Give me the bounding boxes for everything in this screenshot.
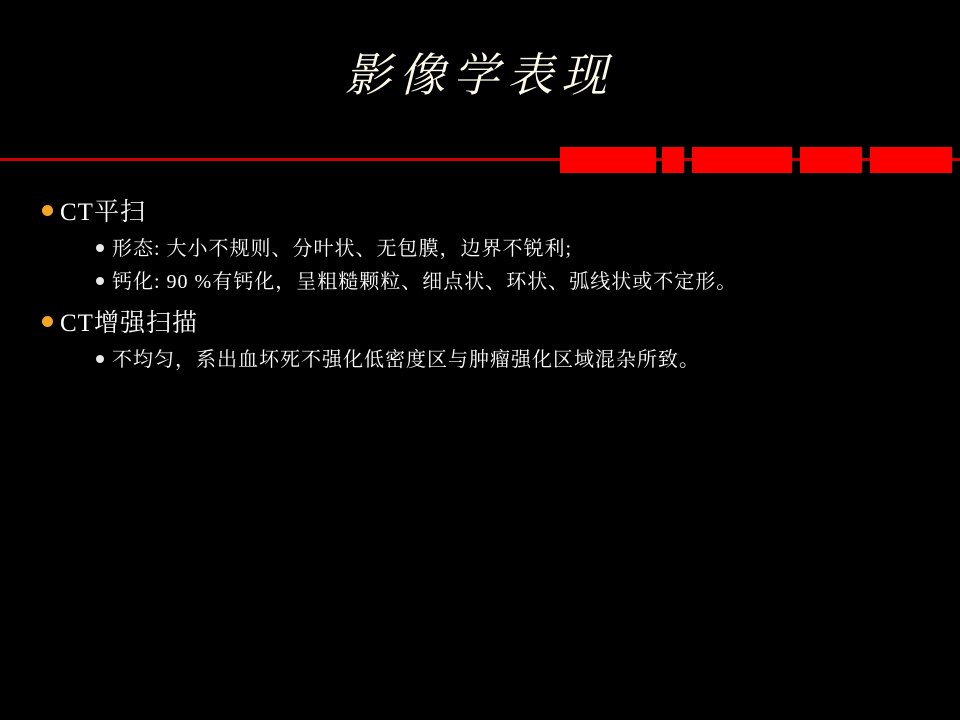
title-divider — [0, 147, 960, 173]
section-heading — [34, 196, 934, 230]
divider-block-1 — [560, 147, 656, 173]
divider-block-5 — [870, 147, 952, 173]
section-heading-label: CT平扫 — [60, 199, 146, 226]
section-ct-plain — [34, 196, 934, 297]
divider-block-3 — [692, 147, 792, 173]
dot-bullet-icon — [88, 267, 112, 285]
dot-bullet-icon — [88, 345, 112, 363]
page-title: 影像学表现 — [345, 50, 615, 101]
list-item — [34, 345, 934, 375]
disc-bullet-icon — [34, 307, 60, 327]
slide-body — [34, 196, 934, 378]
divider-block-4 — [800, 147, 862, 173]
section-ct-enhanced — [34, 307, 934, 375]
list-item-label: 不均匀，系出血坏死不强化低密度区与肿瘤强化区域混杂所致。 — [112, 349, 700, 371]
list-item — [34, 234, 934, 264]
divider-block-2 — [662, 147, 684, 173]
section-heading-label: CT增强扫描 — [60, 310, 198, 337]
dot-bullet-icon — [88, 234, 112, 252]
section-heading — [34, 307, 934, 341]
list-item — [34, 267, 934, 297]
list-item-label: 形态: 大小不规则、分叶状、无包膜，边界不锐利; — [112, 238, 573, 260]
disc-bullet-icon — [34, 196, 60, 216]
list-item-label: 钙化: 90 %有钙化，呈粗糙颗粒、细点状、环状、弧线状或不定形。 — [112, 271, 738, 293]
